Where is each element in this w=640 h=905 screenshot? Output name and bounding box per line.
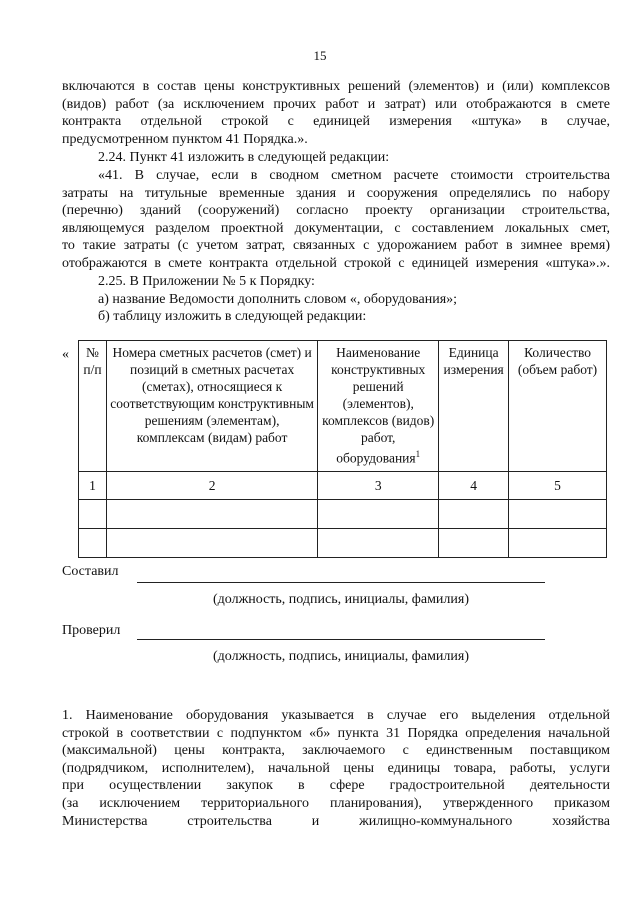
footnote xyxy=(62,707,610,830)
intro-paragraph xyxy=(62,78,610,148)
table-row xyxy=(79,529,607,558)
table-row xyxy=(79,500,607,529)
header-name-text: Наименование конструктивных решений (элементов), комплексов (видов) работ, оборудования xyxy=(322,345,435,466)
table-open-quote: « xyxy=(62,347,69,362)
page-number: 15 xyxy=(313,48,327,63)
table-cell xyxy=(79,500,107,529)
checked-label: Проверил xyxy=(62,623,121,638)
text-line: «41. В случае, если в сводном сметном расчете стоимости строительства xyxy=(98,168,610,183)
text-line: (максимальной) цены контракта, заключаемого с единственным поставщиком xyxy=(62,743,610,759)
text-line: (за исключением территориального планирования), утвержденного приказом xyxy=(62,795,610,811)
item-a: а) название Ведомости дополнить словом «, оборудования»; xyxy=(98,292,458,307)
table-cell xyxy=(106,529,317,558)
text-line: Министерства строительства и жилищно-коммунального хозяйства xyxy=(62,813,610,829)
text-line: при осуществлении закупок в сфере градостроительной деятельности xyxy=(62,778,610,794)
text-line: (подрядчиком, исполнителем), начальной цены единицы товара, работы, услуги xyxy=(62,760,610,776)
column-number: 3 xyxy=(318,472,439,500)
compiled-signature-line xyxy=(137,582,545,583)
column-number: 1 xyxy=(79,472,107,500)
text-line: 1. Наименование оборудования указывается в случае его выделения отдельной xyxy=(62,708,610,723)
footnote-mark: 1 xyxy=(415,449,421,459)
checked-signature-line xyxy=(137,639,545,640)
item-2-24: 2.24. Пункт 41 изложить в следующей редакции: xyxy=(98,150,390,165)
header-quantity: Количество (объем работ) xyxy=(509,341,607,472)
column-number: 4 xyxy=(439,472,509,500)
checked-caption: (должность, подпись, инициалы, фамилия) xyxy=(212,649,470,664)
text-line: (видов) работ (за исключением прочих работ и затрат) или отображаются в смете xyxy=(62,96,610,112)
table-cell xyxy=(106,500,317,529)
column-number: 2 xyxy=(106,472,317,500)
column-number: 5 xyxy=(509,472,607,500)
header-unit: Единица измерения xyxy=(439,341,509,472)
text-line: затраты на титульные временные здания и сооружения определялись по набору xyxy=(62,185,610,201)
table-column-numbers-row xyxy=(79,472,607,500)
table-cell xyxy=(509,500,607,529)
text-line: строкой в соответствии с подпунктом «б» пункта 31 Порядка определения начальной xyxy=(62,725,610,741)
text-line: являющемуся разделом проектной документации, с составлением локальных смет, xyxy=(62,220,610,236)
header-number: № п/п xyxy=(79,341,107,472)
table-cell xyxy=(439,529,509,558)
item-2-25: 2.25. В Приложении № 5 к Порядку: xyxy=(98,274,315,289)
table-cell xyxy=(318,529,439,558)
header-name xyxy=(318,341,439,472)
quote-paragraph-41 xyxy=(62,167,610,273)
compiled-caption: (должность, подпись, инициалы, фамилия) xyxy=(212,592,470,607)
table-header-row xyxy=(79,341,607,472)
item-b: б) таблицу изложить в следующей редакции: xyxy=(98,309,367,324)
table-cell xyxy=(439,500,509,529)
header-estimate-numbers: Номера сметных расчетов (смет) и позиций в сметных расчетах (сметах), относящиеся к соответствующим конструктивным решениям (элементам), комплексам (видам) работ xyxy=(106,341,317,472)
text-line: предусмотренном пунктом 41 Порядка.». xyxy=(62,131,308,147)
text-line: контракта отдельной строкой с единицей измерения «штука» в случае, xyxy=(62,114,610,130)
text-line: (перечню) зданий (сооружений) согласно проекту организации строительства, xyxy=(62,203,610,219)
table-cell xyxy=(509,529,607,558)
text-line: включаются в состав цены конструктивных решений (элементов) и (или) комплексов xyxy=(62,79,610,94)
table-cell xyxy=(79,529,107,558)
table-cell xyxy=(318,500,439,529)
text-line: то такие затраты (с учетом затрат, связанных с удорожанием работ в зимнее время) xyxy=(62,238,610,254)
text-line: отображаются в смете контракта отдельной строкой с единицей измерения «штука».». xyxy=(62,255,610,271)
compiled-label: Составил xyxy=(62,564,119,579)
statement-table xyxy=(78,340,607,558)
